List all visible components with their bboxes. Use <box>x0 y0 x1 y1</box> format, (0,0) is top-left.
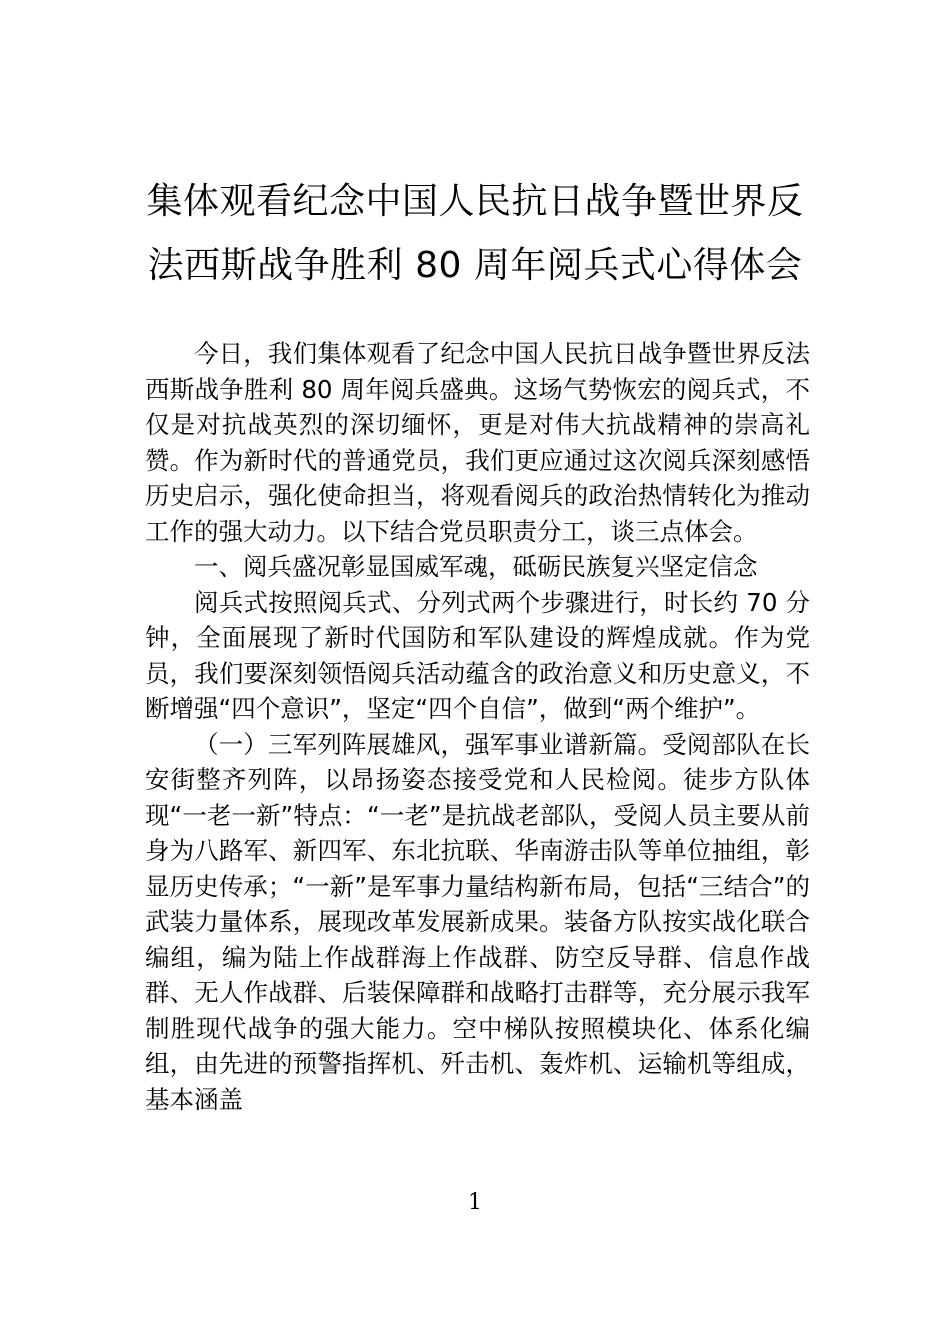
intro-paragraph: 今日，我们集体观看了纪念中国人民抗日战争暨世界反法西斯战争胜利 80 周年阅兵盛典。这场气势恢宏的阅兵式，不仅是对抗战英烈的深切缅怀，更是对伟大抗战精神的崇高礼赞。作为新时代的普通党员，我们更应通过这次阅兵深刻感悟历史启示，强化使命担当，将观看阅兵的政治热情转化为推动工作的强大动力。以下结合党员职责分工，谈三点体会。 <box>145 339 810 546</box>
page-number: 1 <box>468 1190 482 1215</box>
body-paragraph: 阅兵式按照阅兵式、分列式两个步骤进行，时长约 70 分钟，全面展现了新时代国防和军队建设的辉煌成就。作为党员，我们要深刻领悟阅兵活动蕴含的政治意义和历史意义，不断增强“四个意识”，坚定“四个自信”，做到“两个维护”。 <box>145 587 810 723</box>
title-line-1: 集体观看纪念中国人民抗日战争暨世界反 <box>146 181 804 222</box>
body-paragraph: （一）三军列阵展雄风，强军事业谱新篇。受阅部队在长安街整齐列阵，以昂扬姿态接受党和人民检阅。徒步方队体现“一老一新”特点：“一老”是抗战老部队，受阅人员主要从前身为八路军、新四军、东北抗联、华南游击队等单位抽组，彰显历史传承；“一新”是军事力量结构新布局，包括“三结合”的武装力量体系，展现改革发展新成果。装备方队按实战化联合编组，编为陆上作战群海上作战群、防空反导群、信息作战群、无人作战群、后装保障群和战略打击群等，充分展示我军制胜现代战争的强大能力。空中梯队按照模块化、体系化编组，由先进的预警指挥机、歼击机、轰炸机、运输机等组成，基本涵盖 <box>145 729 810 1114</box>
document-title <box>120 170 830 298</box>
title-line-2: 法西斯战争胜利 80 周年阅兵式心得体会 <box>147 245 803 286</box>
section-heading: 一、阅兵盛况彰显国威军魂，砥砺民族复兴坚定信念 <box>194 552 758 581</box>
document-body <box>145 336 810 1117</box>
